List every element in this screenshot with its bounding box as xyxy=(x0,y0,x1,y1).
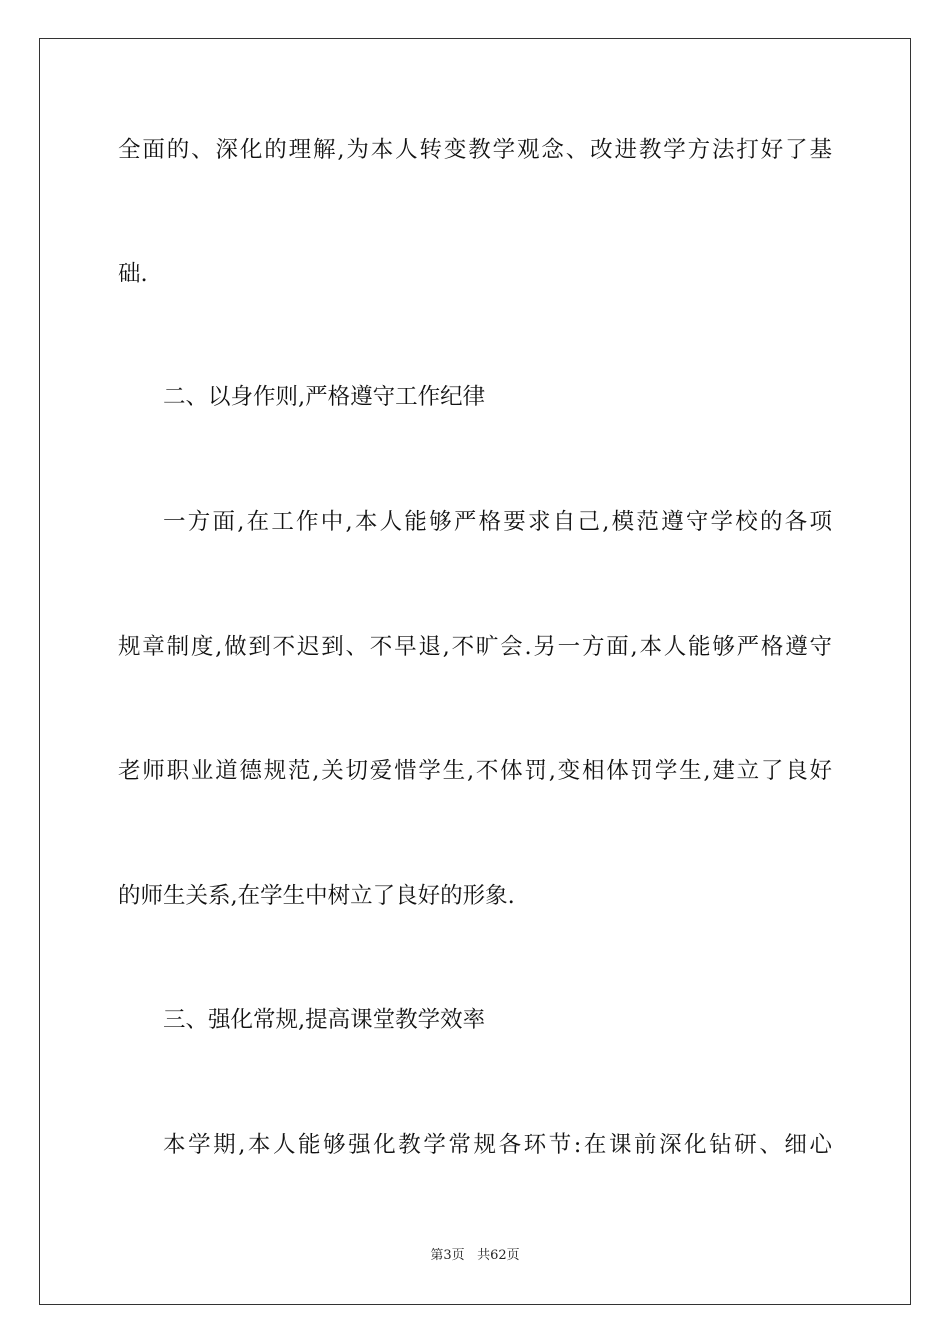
body-line-2: 础. xyxy=(118,261,148,287)
section-heading-2: 二、以身作则,严格遵守工作纪律 xyxy=(163,384,486,410)
body-line-4: 规章制度,做到不迟到、不早退,不旷会.另一方面,本人能够严格遵守 xyxy=(118,634,832,660)
body-line-5: 老师职业道德规范,关切爱惜学生,不体罚,变相体罚学生,建立了良好 xyxy=(118,758,832,784)
page-total: 共62页 xyxy=(477,1248,520,1263)
page-border xyxy=(39,38,911,1305)
page-number: 第3页 xyxy=(430,1248,465,1263)
body-line-7: 本学期,本人能够强化教学常规各环节:在课前深化钻研、细心 xyxy=(163,1132,832,1158)
body-line-3: 一方面,在工作中,本人能够严格要求自己,模范遵守学校的各项 xyxy=(163,509,832,535)
body-line-1: 全面的、深化的理解,为本人转变教学观念、改进教学方法打好了基 xyxy=(118,137,832,163)
page-footer xyxy=(0,1247,950,1265)
body-line-6: 的师生关系,在学生中树立了良好的形象. xyxy=(118,883,515,909)
section-heading-3: 三、强化常规,提高课堂教学效率 xyxy=(163,1007,486,1033)
